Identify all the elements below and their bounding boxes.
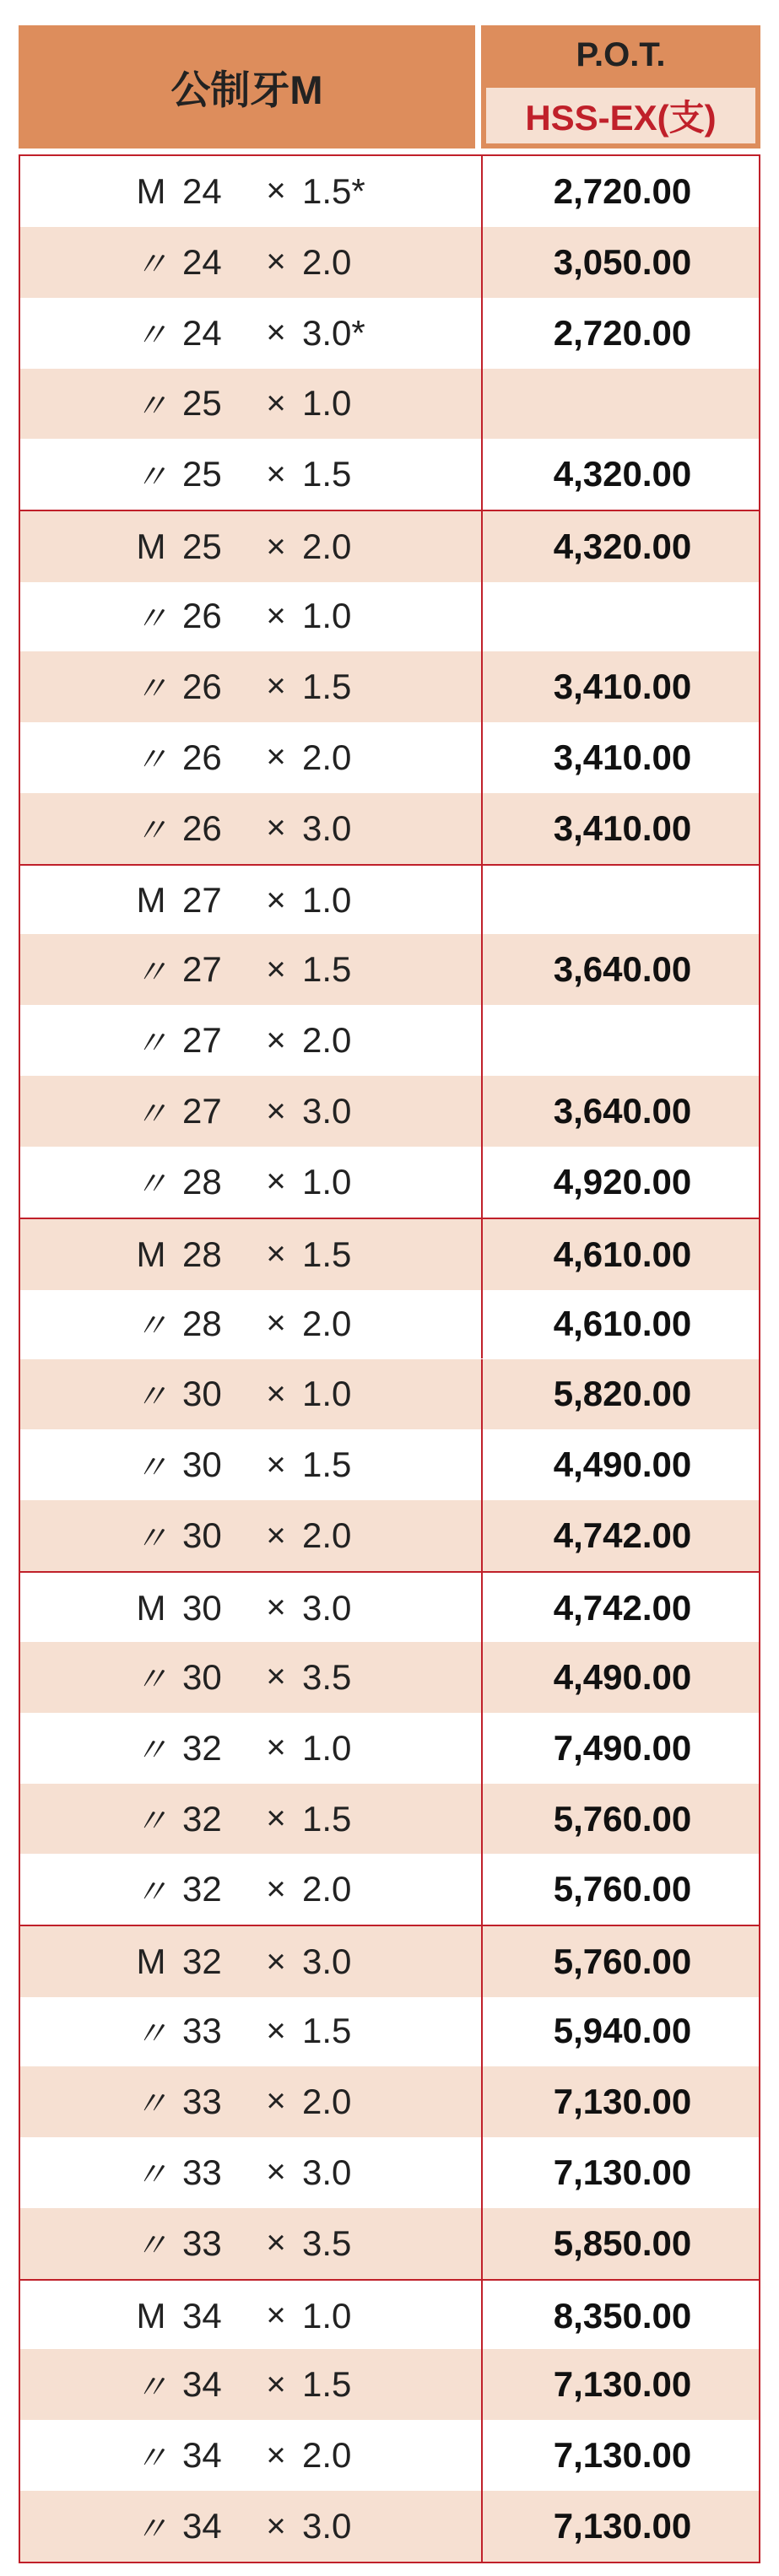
- thread-diameter: 30: [182, 1656, 222, 1697]
- column-divider: [481, 1784, 483, 1855]
- times-symbol: ×: [266, 1163, 286, 1201]
- thread-pitch: 3.0*: [302, 312, 365, 353]
- table-row: [20, 1925, 759, 1997]
- thread-diameter: 25: [182, 383, 222, 424]
- thread-diameter: 32: [182, 1869, 222, 1909]
- table-row: [20, 2349, 759, 2420]
- times-symbol: ×: [266, 1729, 286, 1767]
- price-value: 4,742.00: [553, 1587, 692, 1628]
- thread-pitch: 3.0: [302, 2152, 352, 2192]
- table-row: [20, 2491, 759, 2562]
- times-symbol: ×: [266, 2012, 286, 2049]
- thread-diameter: 32: [182, 1941, 222, 1982]
- times-symbol: ×: [266, 809, 286, 847]
- thread-diameter: 26: [182, 596, 222, 636]
- price-value: 3,410.00: [553, 666, 692, 706]
- price-value: 8,350.00: [553, 2295, 692, 2336]
- thread-prefix: 〃: [134, 1024, 168, 1062]
- thread-diameter: 33: [182, 2222, 222, 2263]
- column-divider: [481, 1076, 483, 1147]
- thread-pitch: 1.5: [302, 949, 352, 990]
- thread-pitch: 3.0: [302, 1941, 352, 1982]
- price-value: 4,490.00: [553, 1445, 692, 1485]
- column-divider: [481, 793, 483, 864]
- thread-pitch: 3.0: [302, 1587, 352, 1628]
- thread-prefix: M: [136, 1941, 166, 1982]
- table-row: [20, 1218, 759, 1290]
- table-row: [20, 793, 759, 864]
- price-value: 7,130.00: [553, 2435, 692, 2476]
- table-row: [20, 2208, 759, 2279]
- thread-prefix: 〃: [134, 1732, 168, 1770]
- times-symbol: ×: [266, 2436, 286, 2474]
- times-symbol: ×: [266, 2153, 286, 2191]
- column-divider: [481, 369, 483, 440]
- thread-pitch: 1.5: [302, 1234, 352, 1274]
- thread-diameter: 25: [182, 527, 222, 567]
- thread-pitch: 1.0: [302, 1374, 352, 1414]
- thread-prefix: 〃: [134, 1449, 168, 1487]
- price-value: 4,320.00: [553, 454, 692, 494]
- thread-pitch: 3.0: [302, 807, 352, 848]
- price-value: 2,720.00: [553, 312, 692, 353]
- column-divider: [481, 2281, 483, 2352]
- column-divider: [481, 934, 483, 1005]
- table-row: [20, 1359, 759, 1430]
- price-value: 3,410.00: [553, 807, 692, 848]
- thread-diameter: 26: [182, 737, 222, 777]
- thread-prefix: 〃: [134, 2086, 168, 2124]
- thread-pitch: 2.0: [302, 737, 352, 777]
- thread-diameter: 25: [182, 454, 222, 494]
- column-header-pot: P.O.T.: [576, 35, 666, 73]
- price-value: 5,850.00: [553, 2222, 692, 2263]
- times-symbol: ×: [266, 1374, 286, 1412]
- thread-diameter: 30: [182, 1587, 222, 1628]
- table-row: [20, 581, 759, 651]
- times-symbol: ×: [266, 455, 286, 493]
- price-value: 4,490.00: [553, 1656, 692, 1697]
- thread-diameter: 28: [182, 1234, 222, 1274]
- thread-prefix: 〃: [134, 1873, 168, 1911]
- price-value: 5,940.00: [553, 2011, 692, 2051]
- thread-diameter: 24: [182, 170, 222, 211]
- times-symbol: ×: [266, 1658, 286, 1696]
- column-divider: [481, 651, 483, 722]
- times-symbol: ×: [266, 2082, 286, 2120]
- times-symbol: ×: [266, 1942, 286, 1980]
- thread-pitch: 2.0: [302, 241, 352, 282]
- table-title: 公制牙M: [170, 67, 323, 112]
- times-symbol: ×: [266, 667, 286, 705]
- thread-pitch: 3.5: [302, 1656, 352, 1697]
- times-symbol: ×: [266, 1304, 286, 1342]
- price-value: 7,130.00: [553, 2364, 692, 2405]
- price-value: 3,640.00: [553, 949, 692, 990]
- table-row: [20, 651, 759, 722]
- column-divider: [481, 2137, 483, 2208]
- column-divider: [481, 2208, 483, 2279]
- price-value: 4,610.00: [553, 1234, 692, 1274]
- table-row: [20, 1642, 759, 1713]
- thread-prefix: 〃: [134, 813, 168, 851]
- price-value: 5,760.00: [553, 1798, 692, 1839]
- thread-diameter: 34: [182, 2435, 222, 2476]
- column-divider: [481, 1573, 483, 1644]
- price-value: [483, 866, 762, 937]
- header-price-cell: [481, 25, 760, 149]
- thread-pitch: 1.5*: [302, 170, 365, 211]
- price-value: 3,050.00: [553, 241, 692, 282]
- thread-prefix: 〃: [134, 2510, 168, 2548]
- price-value: 7,130.00: [553, 2081, 692, 2121]
- times-symbol: ×: [266, 738, 286, 776]
- times-symbol: ×: [266, 1021, 286, 1059]
- thread-pitch: 2.0: [302, 1515, 352, 1556]
- price-value: 5,820.00: [553, 1374, 692, 1414]
- price-value: 7,130.00: [553, 2506, 692, 2546]
- price-value: 4,742.00: [553, 1515, 692, 1556]
- column-divider: [481, 1219, 483, 1290]
- thread-prefix: 〃: [134, 2439, 168, 2477]
- price-value: 7,490.00: [553, 1727, 692, 1768]
- thread-pitch: 1.0: [302, 2295, 352, 2336]
- times-symbol: ×: [266, 172, 286, 210]
- thread-prefix: 〃: [134, 2368, 168, 2406]
- column-divider: [481, 1713, 483, 1784]
- table-row: [20, 864, 759, 937]
- thread-pitch: 3.0: [302, 1091, 352, 1131]
- thread-diameter: 27: [182, 880, 222, 921]
- thread-diameter: 30: [182, 1374, 222, 1414]
- price-value: 4,320.00: [553, 527, 692, 567]
- column-divider: [481, 1147, 483, 1218]
- table-row: [20, 722, 759, 793]
- times-symbol: ×: [266, 950, 286, 988]
- thread-diameter: 28: [182, 1303, 222, 1343]
- thread-diameter: 27: [182, 1020, 222, 1061]
- times-symbol: ×: [266, 384, 286, 422]
- thread-diameter: 32: [182, 1727, 222, 1768]
- thread-diameter: 28: [182, 1161, 222, 1202]
- table-row: [20, 2279, 759, 2352]
- thread-prefix: 〃: [134, 742, 168, 780]
- thread-prefix: 〃: [134, 1803, 168, 1841]
- price-value: 3,640.00: [553, 1091, 692, 1131]
- column-divider: [481, 1288, 483, 1359]
- times-symbol: ×: [266, 243, 286, 281]
- column-divider: [481, 2420, 483, 2491]
- thread-prefix: M: [136, 880, 166, 921]
- thread-pitch: 1.0: [302, 1727, 352, 1768]
- table-row: [20, 439, 759, 510]
- table-row: [20, 1784, 759, 1855]
- column-divider: [481, 298, 483, 369]
- thread-diameter: 27: [182, 1091, 222, 1131]
- price-value: 3,410.00: [553, 737, 692, 777]
- times-symbol: ×: [266, 2507, 286, 2545]
- thread-pitch: 2.0: [302, 1303, 352, 1343]
- thread-prefix: 〃: [134, 1378, 168, 1416]
- price-value: 7,130.00: [553, 2152, 692, 2192]
- column-divider: [481, 2066, 483, 2137]
- column-divider: [481, 2491, 483, 2562]
- price-value: [483, 369, 762, 440]
- thread-prefix: 〃: [134, 671, 168, 709]
- price-value: 2,720.00: [553, 170, 692, 211]
- price-value: 5,760.00: [553, 1869, 692, 1909]
- thread-prefix: 〃: [134, 1166, 168, 1204]
- thread-pitch: 2.0: [302, 1869, 352, 1909]
- thread-pitch: 2.0: [302, 2081, 352, 2121]
- thread-prefix: M: [136, 1587, 166, 1628]
- column-divider: [481, 2349, 483, 2420]
- thread-diameter: 27: [182, 949, 222, 990]
- times-symbol: ×: [266, 597, 286, 635]
- thread-pitch: 2.0: [302, 1020, 352, 1061]
- thread-pitch: 2.0: [302, 2435, 352, 2476]
- thread-pitch: 1.5: [302, 454, 352, 494]
- times-symbol: ×: [266, 1870, 286, 1908]
- column-divider: [481, 722, 483, 793]
- price-value: 4,610.00: [553, 1303, 692, 1343]
- times-symbol: ×: [266, 1516, 286, 1554]
- column-divider: [481, 1005, 483, 1076]
- thread-prefix: 〃: [134, 317, 168, 355]
- times-symbol: ×: [266, 527, 286, 565]
- thread-diameter: 30: [182, 1515, 222, 1556]
- thread-pitch: 1.0: [302, 1161, 352, 1202]
- thread-pitch: 2.0: [302, 527, 352, 567]
- times-symbol: ×: [266, 1445, 286, 1483]
- table-row: [20, 1005, 759, 1076]
- thread-pitch: 3.0: [302, 2506, 352, 2546]
- thread-prefix: 〃: [134, 246, 168, 284]
- table-row: [20, 1076, 759, 1147]
- thread-prefix: 〃: [134, 1661, 168, 1699]
- thread-diameter: 24: [182, 312, 222, 353]
- thread-pitch: 1.5: [302, 2011, 352, 2051]
- thread-diameter: 32: [182, 1798, 222, 1839]
- thread-pitch: 1.0: [302, 880, 352, 921]
- thread-diameter: 33: [182, 2152, 222, 2192]
- thread-diameter: 34: [182, 2506, 222, 2546]
- price-value: [483, 1005, 762, 1076]
- price-value: [483, 581, 762, 651]
- times-symbol: ×: [266, 314, 286, 352]
- header-title-cell: [19, 25, 475, 149]
- thread-pitch: 1.5: [302, 1798, 352, 1839]
- thread-diameter: 24: [182, 241, 222, 282]
- column-divider: [481, 866, 483, 937]
- table-row: [20, 1854, 759, 1925]
- column-divider: [481, 439, 483, 510]
- thread-pitch: 1.0: [302, 596, 352, 636]
- thread-pitch: 3.5: [302, 2222, 352, 2263]
- thread-prefix: 〃: [134, 458, 168, 496]
- times-symbol: ×: [266, 1800, 286, 1838]
- column-divider: [481, 581, 483, 651]
- table-row: [20, 2066, 759, 2137]
- table-row: [20, 1713, 759, 1784]
- thread-prefix: 〃: [134, 2015, 168, 2053]
- thread-pitch: 1.5: [302, 666, 352, 706]
- column-divider: [481, 156, 483, 227]
- table-row: [20, 2420, 759, 2491]
- table-row: [20, 369, 759, 440]
- table-row: [20, 1288, 759, 1359]
- price-value: 5,760.00: [553, 1941, 692, 1982]
- column-divider: [481, 1995, 483, 2066]
- thread-diameter: 33: [182, 2081, 222, 2121]
- times-symbol: ×: [266, 2365, 286, 2403]
- times-symbol: ×: [266, 1235, 286, 1273]
- thread-diameter: 30: [182, 1445, 222, 1485]
- thread-prefix: M: [136, 1234, 166, 1274]
- column-divider: [481, 1854, 483, 1925]
- times-symbol: ×: [266, 1589, 286, 1627]
- column-divider: [481, 1926, 483, 1997]
- thread-prefix: M: [136, 170, 166, 211]
- thread-prefix: M: [136, 2295, 166, 2336]
- thread-prefix: M: [136, 527, 166, 567]
- thread-diameter: 26: [182, 666, 222, 706]
- thread-prefix: 〃: [134, 2157, 168, 2195]
- table-row: [20, 298, 759, 369]
- times-symbol: ×: [266, 2297, 286, 2334]
- table-row: [20, 1571, 759, 1644]
- column-header-hss-ex: HSS-EX(支): [486, 88, 755, 143]
- thread-prefix: 〃: [134, 387, 168, 425]
- thread-diameter: 34: [182, 2295, 222, 2336]
- table-row: [20, 1500, 759, 1571]
- table-row: [20, 227, 759, 298]
- column-divider: [481, 1359, 483, 1430]
- price-table: [19, 154, 760, 2563]
- thread-prefix: 〃: [134, 1308, 168, 1346]
- column-divider: [481, 511, 483, 582]
- thread-diameter: 33: [182, 2011, 222, 2051]
- column-divider: [481, 1642, 483, 1713]
- thread-diameter: 26: [182, 807, 222, 848]
- thread-prefix: 〃: [134, 2228, 168, 2265]
- column-divider: [481, 1429, 483, 1500]
- price-value: 4,920.00: [553, 1161, 692, 1202]
- times-symbol: ×: [266, 881, 286, 919]
- thread-pitch: 1.5: [302, 1445, 352, 1485]
- table-row: [20, 510, 759, 582]
- table-row: [20, 1147, 759, 1218]
- table-row: [20, 1995, 759, 2066]
- table-row: [20, 2137, 759, 2208]
- thread-prefix: 〃: [134, 600, 168, 638]
- times-symbol: ×: [266, 2224, 286, 2262]
- thread-pitch: 1.0: [302, 383, 352, 424]
- thread-diameter: 34: [182, 2364, 222, 2405]
- thread-prefix: 〃: [134, 1095, 168, 1133]
- times-symbol: ×: [266, 1092, 286, 1130]
- column-divider: [481, 227, 483, 298]
- table-row: [20, 934, 759, 1005]
- column-divider: [481, 1500, 483, 1571]
- table-row: [20, 1429, 759, 1500]
- table-row: [20, 156, 759, 227]
- thread-pitch: 1.5: [302, 2364, 352, 2405]
- thread-prefix: 〃: [134, 1520, 168, 1558]
- thread-prefix: 〃: [134, 953, 168, 991]
